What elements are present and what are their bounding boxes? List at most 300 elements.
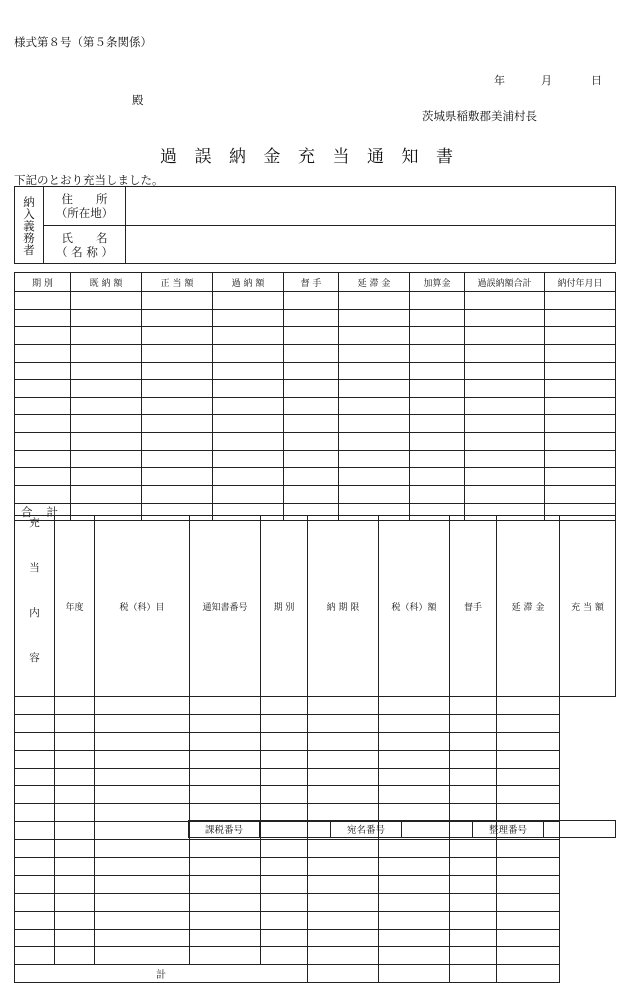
table-cell[interactable] (95, 858, 190, 876)
table-row (15, 450, 616, 468)
table-cell[interactable] (142, 292, 213, 310)
reference-number-field[interactable] (544, 821, 616, 838)
table-cell[interactable] (410, 292, 465, 310)
table-row (15, 397, 616, 415)
table-cell[interactable] (190, 893, 261, 911)
table-cell[interactable] (339, 415, 410, 433)
table-cell[interactable] (213, 415, 284, 433)
table-cell[interactable] (545, 344, 616, 362)
total-cell[interactable] (379, 965, 450, 983)
table-cell[interactable] (190, 911, 261, 929)
table-cell[interactable] (213, 292, 284, 310)
table-cell[interactable] (410, 415, 465, 433)
table-cell[interactable] (545, 415, 616, 433)
table-cell[interactable] (71, 486, 142, 504)
table-cell[interactable] (410, 397, 465, 415)
table-cell[interactable] (142, 362, 213, 380)
table-cell[interactable] (450, 947, 497, 965)
table-cell[interactable] (450, 858, 497, 876)
header-fiscal-year: 年度 (55, 516, 95, 697)
total-cell[interactable] (450, 965, 497, 983)
table-cell[interactable] (545, 450, 616, 468)
address-sublabel: （所在地） (55, 206, 114, 220)
table-row (15, 468, 616, 486)
table-cell[interactable] (15, 415, 71, 433)
table-cell[interactable] (55, 911, 95, 929)
header-period: 期 別 (261, 516, 308, 697)
table-row (15, 362, 616, 380)
table-cell[interactable] (284, 380, 339, 398)
table-row (15, 433, 616, 451)
table-cell[interactable] (339, 433, 410, 451)
table-cell[interactable] (15, 714, 55, 732)
table-cell[interactable] (261, 929, 308, 947)
table-row (15, 415, 616, 433)
table-cell[interactable] (308, 929, 379, 947)
table-cell[interactable] (545, 468, 616, 486)
table-cell[interactable] (15, 697, 55, 715)
table-cell[interactable] (379, 875, 450, 893)
table-cell[interactable] (142, 415, 213, 433)
table-cell[interactable] (71, 309, 142, 327)
table-cell[interactable] (95, 697, 190, 715)
table-cell[interactable] (545, 362, 616, 380)
table-cell[interactable] (142, 327, 213, 345)
table-cell[interactable] (71, 415, 142, 433)
table-cell[interactable] (465, 468, 545, 486)
table-cell[interactable] (465, 380, 545, 398)
table-cell[interactable] (55, 732, 95, 750)
payer-side-char: 者 (23, 243, 35, 257)
table-cell[interactable] (261, 750, 308, 768)
name-label-cell (44, 226, 126, 264)
table-cell[interactable] (465, 415, 545, 433)
table-cell[interactable] (410, 309, 465, 327)
table-cell[interactable] (379, 786, 450, 804)
table-cell[interactable] (339, 327, 410, 345)
header-tax-amount: 税（科）額 (379, 516, 450, 697)
table-cell[interactable] (339, 486, 410, 504)
table-cell[interactable] (410, 486, 465, 504)
table-cell[interactable] (450, 714, 497, 732)
table-cell[interactable] (545, 486, 616, 504)
table-cell[interactable] (339, 344, 410, 362)
table-cell[interactable] (339, 292, 410, 310)
table-cell[interactable] (95, 911, 190, 929)
header-additional-amount: 加算金 (410, 273, 465, 292)
table-row (15, 486, 616, 504)
table-cell[interactable] (142, 397, 213, 415)
table-cell[interactable] (308, 911, 379, 929)
table-cell[interactable] (213, 486, 284, 504)
table-row (15, 327, 616, 345)
table-cell[interactable] (410, 362, 465, 380)
table-cell[interactable] (55, 840, 95, 858)
table-cell[interactable] (465, 292, 545, 310)
table-cell[interactable] (213, 450, 284, 468)
table-cell[interactable] (15, 929, 55, 947)
table-cell[interactable] (213, 397, 284, 415)
table-row (15, 697, 616, 715)
table-cell[interactable] (339, 362, 410, 380)
header-appropriated-amount: 充 当 額 (560, 516, 616, 697)
name-field[interactable] (126, 226, 616, 264)
table-cell[interactable] (339, 397, 410, 415)
table-cell[interactable] (142, 344, 213, 362)
table-cell[interactable] (308, 732, 379, 750)
table-cell[interactable] (71, 433, 142, 451)
table-cell[interactable] (15, 732, 55, 750)
table-cell[interactable] (95, 750, 190, 768)
table-cell[interactable] (410, 344, 465, 362)
table-cell[interactable] (15, 786, 55, 804)
table-cell[interactable] (142, 380, 213, 398)
header-late-fee: 延 滞 金 (339, 273, 410, 292)
table-cell[interactable] (379, 947, 450, 965)
table-cell[interactable] (497, 768, 560, 786)
table-cell[interactable] (15, 486, 71, 504)
table-cell[interactable] (190, 750, 261, 768)
table-cell[interactable] (339, 450, 410, 468)
table-cell[interactable] (213, 309, 284, 327)
header-dunning-fee: 督 手 (284, 273, 339, 292)
table-cell[interactable] (95, 875, 190, 893)
table-cell[interactable] (497, 947, 560, 965)
intro-text: 下記のとおり充当しました。 (14, 173, 164, 187)
table-cell[interactable] (284, 415, 339, 433)
header-overpayment-total: 過誤納額合計 (465, 273, 545, 292)
table-cell[interactable] (284, 450, 339, 468)
table-cell[interactable] (545, 397, 616, 415)
tax-number-label: 課税番号 (189, 821, 260, 838)
table-cell[interactable] (339, 468, 410, 486)
date-month-label: 月 (541, 74, 552, 87)
appropriation-table (14, 515, 616, 983)
total-label: 合計 (15, 503, 71, 521)
table-cell[interactable] (450, 911, 497, 929)
table-cell[interactable] (55, 947, 95, 965)
table-cell[interactable] (15, 947, 55, 965)
table-row (15, 911, 616, 929)
table-cell[interactable] (308, 714, 379, 732)
table-row (15, 768, 616, 786)
table-cell[interactable] (190, 947, 261, 965)
table-cell[interactable] (450, 929, 497, 947)
table-cell[interactable] (190, 875, 261, 893)
table-cell[interactable] (261, 875, 308, 893)
table-cell[interactable] (261, 768, 308, 786)
table-row (15, 893, 616, 911)
table-cell[interactable] (450, 750, 497, 768)
table-cell[interactable] (497, 786, 560, 804)
table-row (15, 786, 616, 804)
table-cell[interactable] (308, 786, 379, 804)
table-cell[interactable] (379, 697, 450, 715)
table-cell[interactable] (450, 875, 497, 893)
table-cell[interactable] (497, 875, 560, 893)
table-cell[interactable] (55, 714, 95, 732)
table-cell[interactable] (465, 309, 545, 327)
table-cell[interactable] (379, 768, 450, 786)
table-cell[interactable] (71, 468, 142, 486)
table-cell[interactable] (15, 750, 55, 768)
address-label-cell (44, 187, 126, 226)
table-row (15, 344, 616, 362)
table-cell[interactable] (379, 929, 450, 947)
table-cell[interactable] (190, 786, 261, 804)
reference-codes-table (188, 820, 616, 838)
table-cell[interactable] (55, 750, 95, 768)
table-row (15, 750, 616, 768)
table-cell[interactable] (95, 714, 190, 732)
payer-side-char: 務 (23, 231, 35, 245)
table-cell[interactable] (15, 344, 71, 362)
table-cell[interactable] (284, 468, 339, 486)
table-cell[interactable] (15, 804, 55, 822)
table-cell[interactable] (95, 786, 190, 804)
table-row (15, 840, 616, 858)
table-cell[interactable] (261, 714, 308, 732)
table-cell[interactable] (261, 732, 308, 750)
table-cell[interactable] (95, 840, 190, 858)
total-cell[interactable] (497, 965, 560, 983)
table-cell[interactable] (71, 327, 142, 345)
table-row (15, 309, 616, 327)
table-cell[interactable] (410, 433, 465, 451)
reference-number-label: 整理番号 (473, 821, 544, 838)
table-cell[interactable] (308, 750, 379, 768)
table-cell[interactable] (284, 397, 339, 415)
table-cell[interactable] (379, 750, 450, 768)
table-cell[interactable] (497, 750, 560, 768)
table-cell[interactable] (95, 804, 190, 822)
table-cell[interactable] (142, 468, 213, 486)
table-cell[interactable] (410, 380, 465, 398)
payer-table (14, 186, 616, 264)
table-cell[interactable] (497, 893, 560, 911)
table-cell[interactable] (261, 840, 308, 858)
payer-side-char: 義 (23, 219, 35, 233)
table-cell[interactable] (308, 947, 379, 965)
table-cell[interactable] (95, 822, 190, 840)
table-cell[interactable] (379, 858, 450, 876)
table-cell[interactable] (450, 732, 497, 750)
table-cell[interactable] (284, 309, 339, 327)
table-cell[interactable] (308, 893, 379, 911)
table-cell[interactable] (497, 911, 560, 929)
table-row (15, 858, 616, 876)
total-row (15, 965, 616, 983)
table-row (15, 875, 616, 893)
table-cell[interactable] (261, 786, 308, 804)
table-cell[interactable] (55, 804, 95, 822)
header-payment-date: 納付年月日 (545, 273, 616, 292)
table-cell[interactable] (284, 344, 339, 362)
table-cell[interactable] (71, 380, 142, 398)
total-cell[interactable] (308, 965, 379, 983)
table-cell[interactable] (497, 858, 560, 876)
table-cell[interactable] (339, 380, 410, 398)
table-cell[interactable] (261, 947, 308, 965)
table-cell[interactable] (308, 697, 379, 715)
table-cell[interactable] (15, 840, 55, 858)
table-cell[interactable] (465, 397, 545, 415)
table-cell[interactable] (379, 714, 450, 732)
overpayment-table (14, 272, 616, 521)
table-cell[interactable] (261, 697, 308, 715)
table-cell[interactable] (55, 768, 95, 786)
table-cell[interactable] (261, 858, 308, 876)
table-cell[interactable] (15, 450, 71, 468)
table-cell[interactable] (410, 327, 465, 345)
table-cell[interactable] (71, 362, 142, 380)
table-cell[interactable] (55, 929, 95, 947)
address-label: 住 所 (61, 192, 108, 206)
table-cell[interactable] (410, 450, 465, 468)
table-cell[interactable] (55, 822, 95, 840)
table-cell[interactable] (142, 450, 213, 468)
table-cell[interactable] (308, 875, 379, 893)
header-overpaid-amount: 過 納 額 (213, 273, 284, 292)
table-cell[interactable] (15, 893, 55, 911)
tax-number-field[interactable] (260, 821, 331, 838)
table-cell[interactable] (142, 486, 213, 504)
table-cell[interactable] (465, 450, 545, 468)
table-cell[interactable] (55, 786, 95, 804)
table-cell[interactable] (497, 732, 560, 750)
table-cell[interactable] (15, 911, 55, 929)
table-cell[interactable] (15, 292, 71, 310)
table-cell[interactable] (95, 732, 190, 750)
table-cell[interactable] (15, 433, 71, 451)
table-cell[interactable] (261, 893, 308, 911)
address-number-field[interactable] (402, 821, 473, 838)
table-cell[interactable] (55, 875, 95, 893)
table-cell[interactable] (465, 344, 545, 362)
table-cell[interactable] (545, 380, 616, 398)
table-cell[interactable] (379, 911, 450, 929)
table-row (15, 929, 616, 947)
table-cell[interactable] (284, 362, 339, 380)
table-cell[interactable] (15, 822, 55, 840)
date-year-label: 年 (494, 74, 505, 87)
table-cell[interactable] (213, 327, 284, 345)
table-cell[interactable] (465, 486, 545, 504)
table-cell[interactable] (410, 468, 465, 486)
table-cell[interactable] (497, 929, 560, 947)
table-cell[interactable] (450, 697, 497, 715)
table-cell[interactable] (15, 309, 71, 327)
table-cell[interactable] (497, 697, 560, 715)
table-cell[interactable] (379, 893, 450, 911)
table-cell[interactable] (308, 768, 379, 786)
header-tax-item: 税（科）目 (95, 516, 190, 697)
table-cell[interactable] (71, 397, 142, 415)
table-cell[interactable] (213, 468, 284, 486)
name-label: 氏 名 (61, 230, 108, 245)
table-cell[interactable] (284, 327, 339, 345)
table-cell[interactable] (71, 450, 142, 468)
table-cell[interactable] (379, 732, 450, 750)
table-cell[interactable] (545, 292, 616, 310)
table-cell[interactable] (15, 468, 71, 486)
table-cell[interactable] (95, 768, 190, 786)
table-cell[interactable] (190, 929, 261, 947)
header-period: 期 別 (15, 273, 71, 292)
table-cell[interactable] (465, 433, 545, 451)
table-cell[interactable] (450, 893, 497, 911)
table-cell[interactable] (190, 840, 261, 858)
table-cell[interactable] (190, 697, 261, 715)
table-cell[interactable] (95, 929, 190, 947)
table-cell[interactable] (545, 309, 616, 327)
header-correct-amount: 正 当 額 (142, 273, 213, 292)
appropriation-side-char: 充 (29, 517, 40, 529)
table-row (15, 292, 616, 310)
table-cell[interactable] (190, 858, 261, 876)
table-cell[interactable] (55, 893, 95, 911)
table-cell[interactable] (15, 397, 71, 415)
table-cell[interactable] (190, 768, 261, 786)
table-cell[interactable] (465, 362, 545, 380)
table-cell[interactable] (213, 362, 284, 380)
table-cell[interactable] (15, 380, 71, 398)
table-cell[interactable] (213, 433, 284, 451)
table-cell[interactable] (71, 292, 142, 310)
table-row (15, 732, 616, 750)
table-row (15, 947, 616, 965)
table-cell[interactable] (379, 840, 450, 858)
table-cell[interactable] (213, 380, 284, 398)
form-number: 様式第８号（第５条関係） (14, 35, 152, 49)
issuer-name: 茨城県稲敷郡美浦村長 (422, 109, 537, 123)
address-field[interactable] (126, 187, 616, 226)
table-cell[interactable] (15, 768, 55, 786)
table-cell[interactable] (142, 309, 213, 327)
table-cell[interactable] (55, 858, 95, 876)
table-cell[interactable] (545, 327, 616, 345)
name-sublabel: （ 名 称 ） (56, 244, 113, 259)
table-cell[interactable] (261, 911, 308, 929)
table-cell[interactable] (15, 858, 55, 876)
table-cell[interactable] (190, 714, 261, 732)
table-cell[interactable] (95, 947, 190, 965)
table-cell[interactable] (450, 840, 497, 858)
table-cell[interactable] (284, 292, 339, 310)
table-cell[interactable] (465, 327, 545, 345)
header-paid-amount: 既 納 額 (71, 273, 142, 292)
table-cell[interactable] (142, 433, 213, 451)
table-cell[interactable] (497, 840, 560, 858)
table-cell[interactable] (339, 309, 410, 327)
table-cell[interactable] (308, 840, 379, 858)
table-cell[interactable] (545, 433, 616, 451)
table-cell[interactable] (284, 486, 339, 504)
table-cell[interactable] (15, 327, 71, 345)
table-cell[interactable] (55, 697, 95, 715)
table-cell[interactable] (450, 786, 497, 804)
table-cell[interactable] (190, 732, 261, 750)
table-cell[interactable] (213, 344, 284, 362)
table-cell[interactable] (95, 893, 190, 911)
table-cell[interactable] (71, 344, 142, 362)
table-cell[interactable] (450, 768, 497, 786)
table-cell[interactable] (284, 433, 339, 451)
table-cell[interactable] (15, 875, 55, 893)
table-cell[interactable] (497, 714, 560, 732)
table-cell[interactable] (308, 858, 379, 876)
table-cell[interactable] (15, 362, 71, 380)
